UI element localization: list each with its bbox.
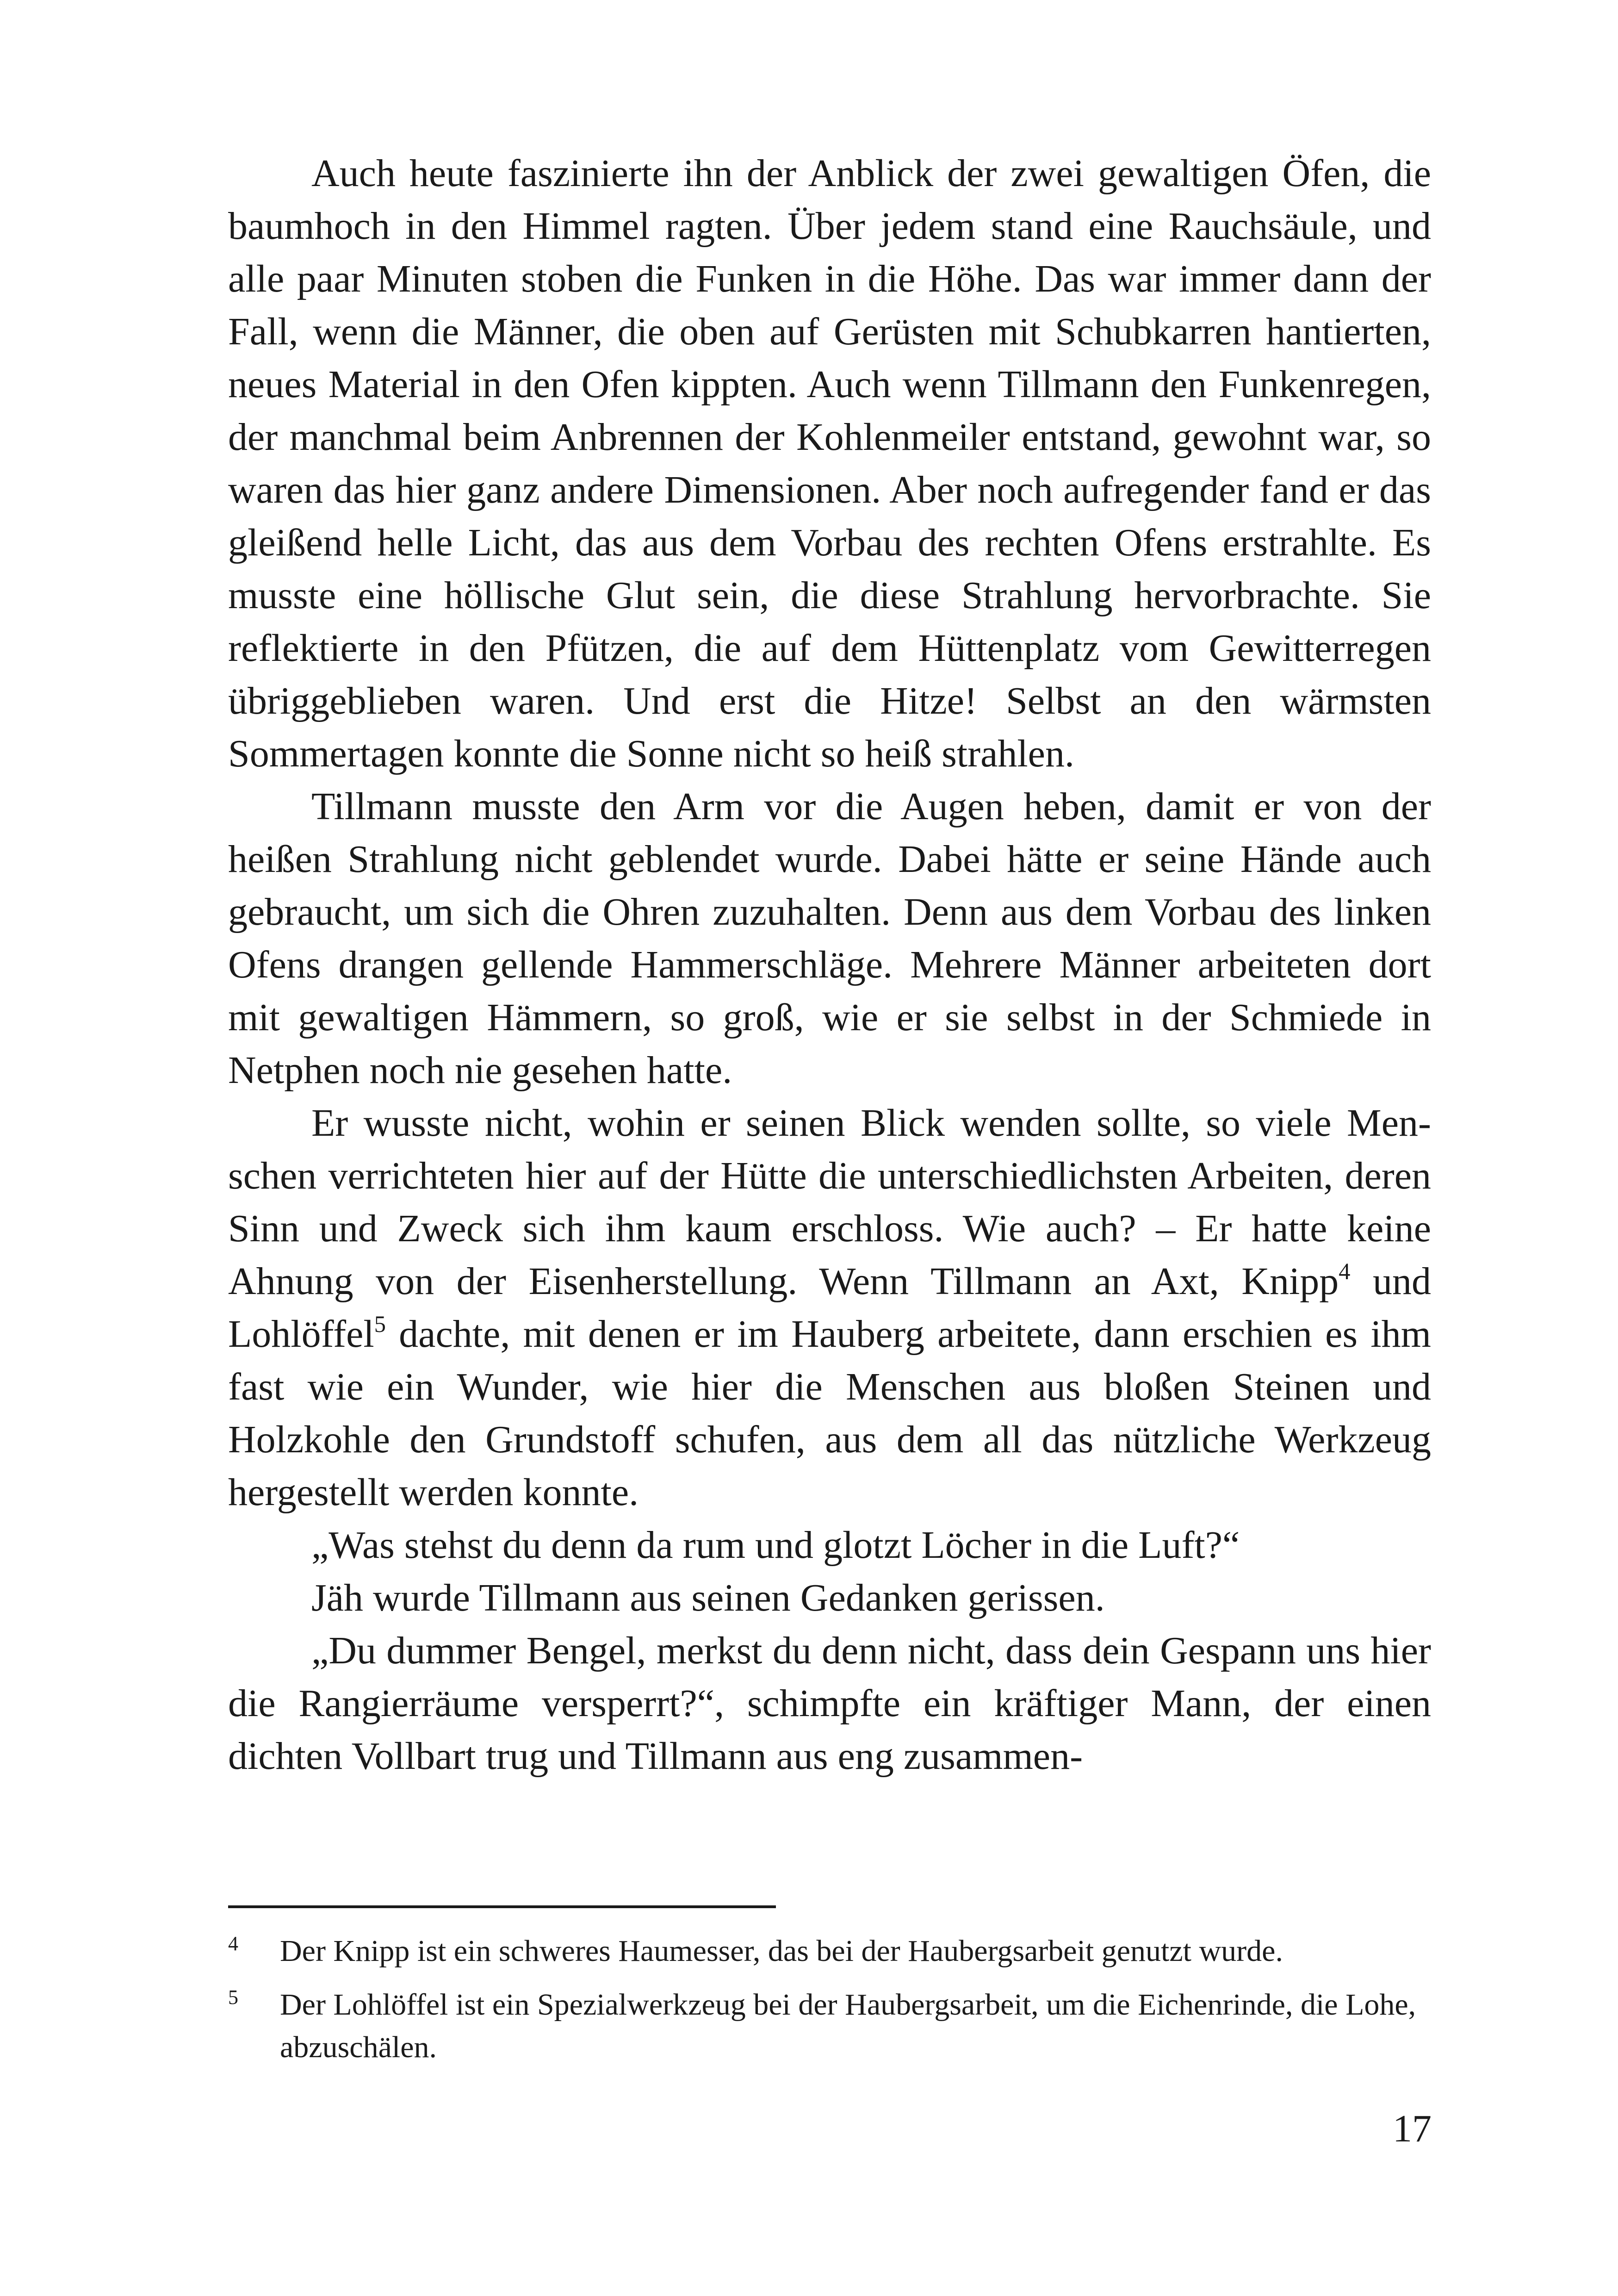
paragraph — [228, 1572, 1431, 1624]
paragraph-text: und Lohlöffel — [228, 1260, 1432, 1356]
paragraph-text: „Du dummer Bengel, merkst du denn nicht, dass dein Gespann uns hier die Rangierräume versperrt?“, schimpfte ein kräftiger Mann, der einen dichten Vollbart trug und Tillmann aus eng zusammen- — [228, 1629, 1431, 1778]
footnote-text: Der Knipp ist ein schweres Haumesser, das bei der Haubergsarbeit genutzt wurde. — [280, 1934, 1283, 1968]
paragraph-text: Jäh wurde Tillmann aus seinen Gedanken gerissen. — [311, 1576, 1105, 1619]
footnote-reference: 4 — [1339, 1258, 1351, 1285]
paragraph-text: Tillmann musste den Arm vor die Augen heben, damit er von der heißen Strahlung nicht geblendet wurde. Dabei hätte er seine Hände auch gebraucht, um sich die Ohren zuzuhalten. Denn aus dem Vorbau des linken Ofens drangen gellende Hammerschläge. Mehrere Männer arbeiteten dort mit gewaltigen Hämmern, so groß, wie er sie selbst in der Schmiede in Netphen noch nie gesehen hatte. — [228, 785, 1431, 1092]
paragraph-text: „Was stehst du denn da rum und glotzt Löcher in die Luft?“ — [311, 1524, 1240, 1567]
paragraph-text: Er wusste nicht, wohin er seinen Blick wenden sollte, so viele Menschen verrichteten hier auf der Hütte die unterschiedlichsten Arbeiten, deren Sinn und Zweck sich ihm kaum erschloss. Wie auch? – Er hatte keine Ahnung von der Eisenherstellung. Wenn Tillmann an Axt, Knipp — [228, 1101, 1431, 1303]
footnote — [228, 1930, 1431, 1972]
body-text — [228, 147, 1431, 1783]
footnote-number: 5 — [228, 1986, 238, 2009]
footnote — [228, 1984, 1431, 2069]
footnote-separator — [228, 1905, 776, 1908]
paragraph-text: dachte, mit denen er im Hauberg arbeitete, dann erschien es ihm fast wie ein Wunder, wie hier die Menschen aus bloßen Steinen und Holzkohle den Grundstoff schufen, aus dem all das nützliche Werkzeug hergestellt werden konnte. — [228, 1313, 1431, 1514]
footnote-reference: 5 — [374, 1311, 386, 1338]
footnote-number: 4 — [228, 1932, 238, 1955]
paragraph — [228, 780, 1431, 1097]
paragraph-text: Auch heute faszinierte ihn der Anblick der zwei gewaltigen Öfen, die baumhoch in den Himmel ragten. Über jedem stand eine Rauchsäule, und alle paar Minuten stoben die Funken in die Höhe. Das war immer dann der Fall, wenn die Männer, die oben auf Gerüsten mit Schubkarren hantierten, neues Material in den Ofen kippten. Auch wenn Tillmann den Funkenregen, der manchmal beim Anbrennen der Kohlenmeiler entstand, gewohnt war, so waren das hier ganz andere Dimensionen. Aber noch aufregender fand er das gleißend helle Licht, das aus dem Vorbau des rechten Ofens erstrahlte. Es musste eine höllische Glut sein, die diese Strahlung hervorbrachte. Sie reflektierte in den Pfützen, die auf dem Hüttenplatz vom Gewitterregen übriggeblieben waren. Und erst die Hitze! Selbst an den wärmsten Sommertagen konnte die Sonne nicht so heiß strahlen. — [228, 152, 1431, 775]
paragraph — [228, 147, 1431, 780]
page-number: 17 — [1393, 2107, 1432, 2150]
paragraph — [228, 1097, 1431, 1519]
paragraph — [228, 1624, 1431, 1783]
footnotes — [228, 1930, 1431, 2080]
footnote-text: Der Lohlöffel ist ein Spezialwerkzeug bei der Haubergsarbeit, um die Eichenrinde, die Lohe, abzuschälen. — [280, 1988, 1416, 2064]
paragraph — [228, 1519, 1431, 1572]
